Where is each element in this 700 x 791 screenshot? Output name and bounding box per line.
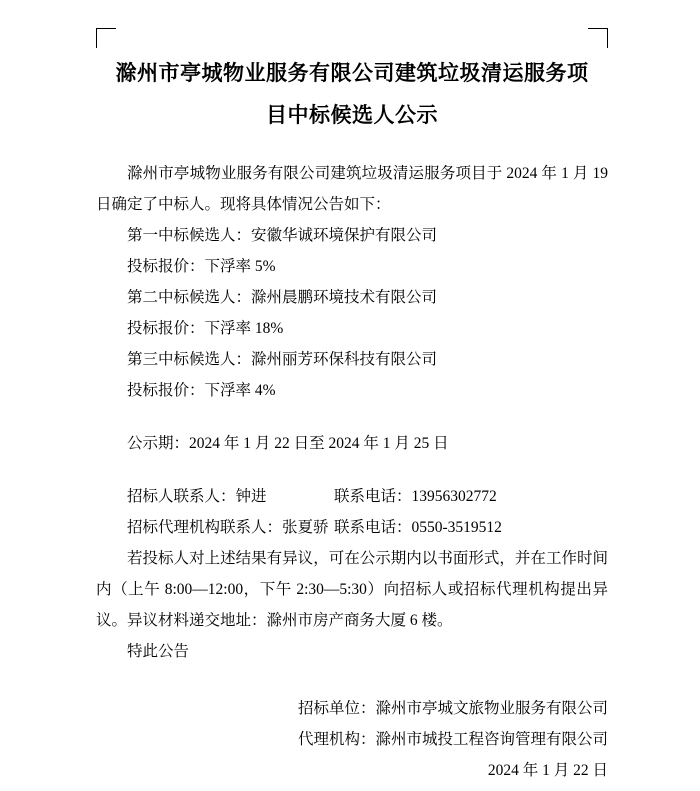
publicity-period: 公示期：2024 年 1 月 22 日至 2024 年 1 月 25 日: [127, 435, 449, 452]
candidate-2-rank: 第二中标候选人：滁州晨鹏环境技术有限公司: [127, 289, 438, 306]
signature-tenderee: 招标单位：滁州市亭城文旅物业服务有限公司: [297, 700, 608, 717]
agency-contact-name: 招标代理机构联系人：张夏骄: [127, 519, 329, 536]
signature-agency: 代理机构：滁州市城投工程咨询管理有限公司: [297, 731, 608, 748]
document-body: [96, 158, 608, 667]
candidate-1-price: 投标报价：下浮率 5%: [127, 258, 276, 275]
document-title: [96, 52, 608, 136]
candidate-3-rank: 第三中标候选人：滁州丽芳环保科技有限公司: [127, 351, 438, 368]
agency-contact-phone: 联系电话：0550-3519512: [334, 519, 502, 536]
candidate-2-price: 投标报价：下浮率 18%: [127, 320, 284, 337]
closing-paragraph: 特此公告: [127, 643, 190, 660]
contact-row-agency: [96, 512, 608, 543]
spacer-after-candidates: [96, 406, 608, 428]
crop-mark-top-left: [96, 28, 116, 48]
document-title-line-1: 滁州市亭城物业服务有限公司建筑垃圾清运服务项: [115, 61, 589, 85]
candidate-1-rank: 第一中标候选人：安徽华诚环境保护有限公司: [127, 227, 438, 244]
document-title-line-2: 目中标候选人公示: [266, 103, 438, 127]
document-content: [96, 52, 608, 786]
crop-mark-top-right: [588, 28, 608, 48]
objection-paragraph: 若投标人对上述结果有异议，可在公示期内以书面形式，并在工作时间内（上午 8:00—12:00，下午 2:30—5:30）向招标人或招标代理机构提出异议。异议材料递交地址：滁州市房产商务大厦 6 楼。: [96, 550, 608, 629]
contact-row-tenderee: [96, 481, 608, 512]
intro-paragraph: 滁州市亭城物业服务有限公司建筑垃圾清运服务项目于 2024 年 1 月 19 日确定了中标人。现将具体情况公告如下：: [96, 165, 608, 213]
spacer-after-period: [96, 459, 608, 481]
signature-block: [96, 693, 608, 786]
tenderee-contact-name: 招标人联系人：钟进: [127, 488, 267, 505]
signature-date: 2024 年 1 月 22 日: [487, 762, 608, 779]
tenderee-contact-phone: 联系电话：13956302772: [334, 488, 497, 505]
candidate-3-price: 投标报价：下浮率 4%: [127, 382, 276, 399]
